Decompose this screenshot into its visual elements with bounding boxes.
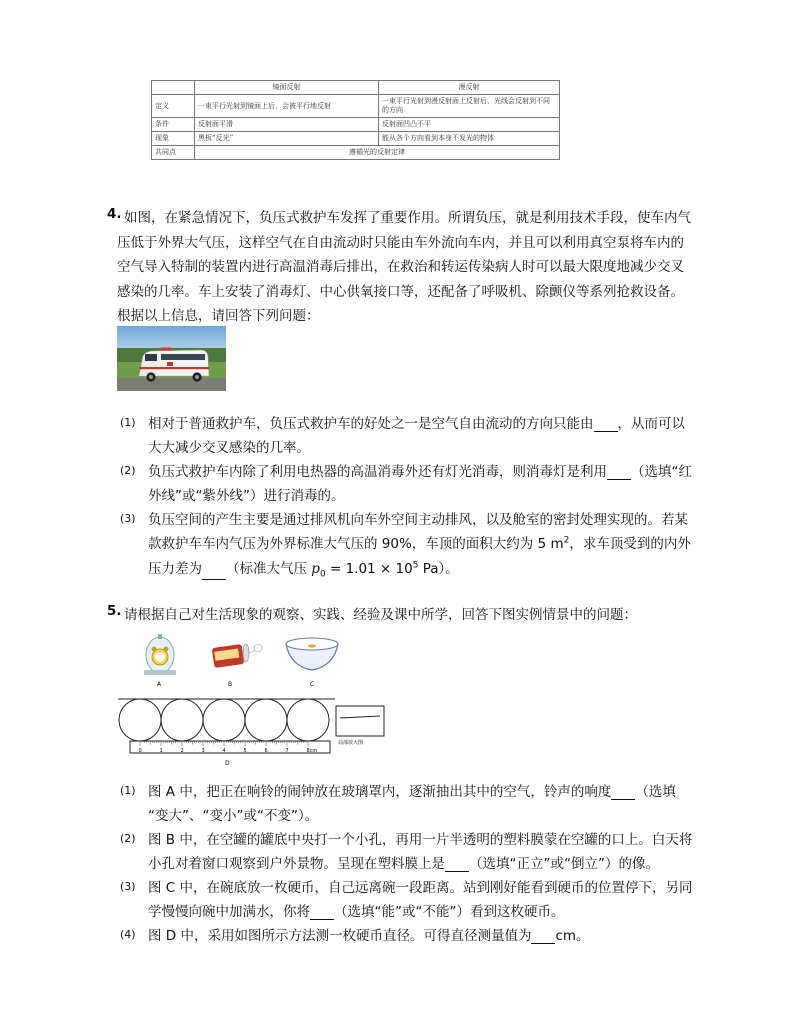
sub-question-text — [148, 780, 676, 800]
text-span: ，求车顶受到的内外 — [569, 536, 691, 552]
text-span: ，从而可以 — [617, 416, 685, 432]
sub-question-label: (2) — [120, 832, 136, 845]
ruler-tick-label: 2 — [180, 748, 184, 754]
sub-question-text: 负压空间的产生主要是通过排风机向车外空间主动排风，以及舱室的密封处理实现的。若某 — [148, 512, 688, 528]
sub-question-text — [148, 900, 564, 920]
text-span: （标准大气压 — [226, 561, 312, 577]
sub-question-text — [148, 412, 685, 432]
figure-label-a: A — [157, 681, 162, 688]
table-cell: 定义 — [152, 95, 195, 118]
text-span: （选填 — [635, 784, 676, 800]
text-span: 小孔对着窗口观察到户外景物。呈现在塑料膜上是 — [148, 856, 445, 872]
question-text-line: 请根据自己对生活现象的观察、实践、经验及课中所学，回答下图实例情景中的问题： — [124, 607, 637, 623]
superscript: 5 — [412, 560, 419, 571]
table-cell: 反射面凹凸不平 — [379, 118, 560, 132]
sub-question-label: (4) — [120, 928, 136, 941]
ambulance-photo — [117, 326, 226, 391]
sub-question-text — [148, 924, 590, 944]
superscript: 2 — [563, 535, 570, 546]
text-span: Pa）。 — [418, 561, 459, 577]
table-cell: 一束平行光射到漫反射面上反射后，光线会反射到不同的方向 — [379, 95, 560, 118]
text-span: 压力差为 — [148, 561, 202, 577]
ruler-tick-label: 0 — [138, 748, 142, 754]
experiment-figure — [118, 624, 398, 766]
ruler-tick-label: 8cm — [306, 748, 318, 754]
sub-question-label: (2) — [120, 464, 136, 477]
question-text-line: 感染的几率。车上安装了消毒灯、中心供氧接口等，还配备了呼吸机、除颤仪等系列抢救设备。 — [117, 284, 684, 300]
ruler-tick-label: 7 — [285, 748, 289, 754]
answer-blank[interactable] — [310, 905, 334, 920]
figure-label-c: C — [310, 681, 315, 688]
question-number: 5. — [107, 603, 122, 619]
ruler-tick-label: 4 — [222, 748, 226, 754]
sub-question-text: 大大减少交叉感染的几率。 — [148, 440, 310, 456]
question-text-line: 空气导入特制的装置内进行高温消毒后排出，在救治和转运传染病人时可以最大限度地减少交叉 — [117, 259, 684, 275]
sub-question-text: 图 B 中，在空罐的罐底中央打一个小孔，再用一片半透明的塑料膜蒙在空罐的口上。白天将 — [148, 832, 693, 848]
question-text-line: 压低于外界大气压，这样空气在自由流动时只能由车外流向车内，并且可以利用真空泵将车内的 — [117, 235, 684, 251]
ruler-tick-label: 6 — [264, 748, 268, 754]
sub-question-text — [148, 532, 691, 552]
table-cell: 现象 — [152, 132, 195, 146]
subscript: 0 — [319, 569, 326, 580]
math-variable: p — [311, 561, 320, 577]
table-cell: 黑板“反光” — [195, 132, 379, 146]
sub-question-label: (1) — [120, 784, 136, 797]
ruler-ticks — [139, 741, 318, 754]
question-text-line: 如图，在紧急情况下，负压式救护车发挥了重要作用。所谓负压，就是利用技术手段，使车内气 — [124, 210, 691, 226]
table-row — [152, 132, 560, 146]
table-cell: 能从各个方向看到本身不发光的物体 — [379, 132, 560, 146]
question-text-line: 根据以上信息，请回答下列问题： — [117, 308, 320, 324]
sub-question-text — [148, 460, 692, 480]
text-span: 学慢慢向碗中加满水，你将 — [148, 904, 310, 920]
table-cell: 条件 — [152, 118, 195, 132]
table-cell: 一束平行光射到镜面上后，会被平行地反射 — [195, 95, 379, 118]
sub-question-text — [148, 557, 459, 580]
answer-blank[interactable] — [594, 417, 618, 432]
sub-question-text — [148, 852, 659, 872]
table-header-cell: 镜面反射 — [195, 81, 379, 95]
answer-blank[interactable] — [607, 465, 631, 480]
answer-blank[interactable] — [202, 565, 226, 580]
figure-label-b: B — [228, 681, 233, 688]
text-span: 图 A 中，把正在响铃的闹钟放在玻璃罩内，逐渐抽出其中的空气，铃声的响度 — [148, 784, 612, 800]
bell-jar-clock-figure — [144, 634, 176, 675]
table-row — [152, 118, 560, 132]
text-span: （选填“红 — [631, 464, 692, 480]
ruler-tick-label: 1 — [159, 748, 163, 754]
text-span: 款救护车车内气压为外界标准大气压的 90%，车顶的面积大约为 5 m — [148, 536, 564, 552]
ruler-tick-label: 5 — [243, 748, 247, 754]
table-cell: 共同点 — [152, 146, 195, 160]
text-span: 负压式救护车内除了利用电热器的高温消毒外还有灯光消毒，则消毒灯是利用 — [148, 464, 607, 480]
figure-label-d: D — [225, 760, 230, 766]
ruler-tick-label: 3 — [201, 748, 205, 754]
table-row — [152, 146, 560, 160]
answer-blank[interactable] — [531, 929, 555, 944]
sub-question-label: (3) — [120, 512, 136, 525]
question-number: 4. — [107, 206, 122, 222]
table-row — [152, 81, 560, 95]
text-span: 相对于普通救护车，负压式救护车的好处之一是空气自由流动的方向只能由 — [148, 416, 594, 432]
answer-blank[interactable] — [611, 785, 635, 800]
sub-question-text: 图 C 中，在碗底放一枚硬币，自己远离碗一段距离。站到刚好能看到硬币的位置停下，另同 — [148, 880, 693, 896]
table-cell: 反射面平滑 — [195, 118, 379, 132]
table-row — [152, 95, 560, 118]
answer-blank[interactable] — [445, 857, 469, 872]
sub-question-label: (3) — [120, 880, 136, 893]
comparison-table — [151, 80, 560, 160]
sub-question-label: (1) — [120, 416, 136, 429]
text-span: （选填“能”或“不能”）看到这枚硬币。 — [334, 904, 565, 920]
text-span: cm。 — [555, 928, 590, 944]
pinhole-can-figure — [212, 644, 262, 668]
table-cell — [152, 81, 195, 95]
sub-question-text: 外线”或“紫外线”）进行消毒的。 — [148, 488, 345, 504]
text-span: = 1.01 × 10 — [325, 561, 413, 577]
text-span: 图 D 中，采用如图所示方法测一枚硬币直径。可得直径测量值为 — [148, 928, 532, 944]
zoom-caption: 局部放大图 — [338, 740, 364, 746]
text-span: （选填“正立”或“倒立”）的像。 — [469, 856, 659, 872]
sub-question-text: “变大”、“变小”或“不变”）。 — [148, 808, 319, 824]
bowl-coin-figure — [286, 638, 338, 670]
table-header-cell: 漫反射 — [379, 81, 560, 95]
table-cell: 遵循光的反射定律 — [195, 146, 560, 160]
